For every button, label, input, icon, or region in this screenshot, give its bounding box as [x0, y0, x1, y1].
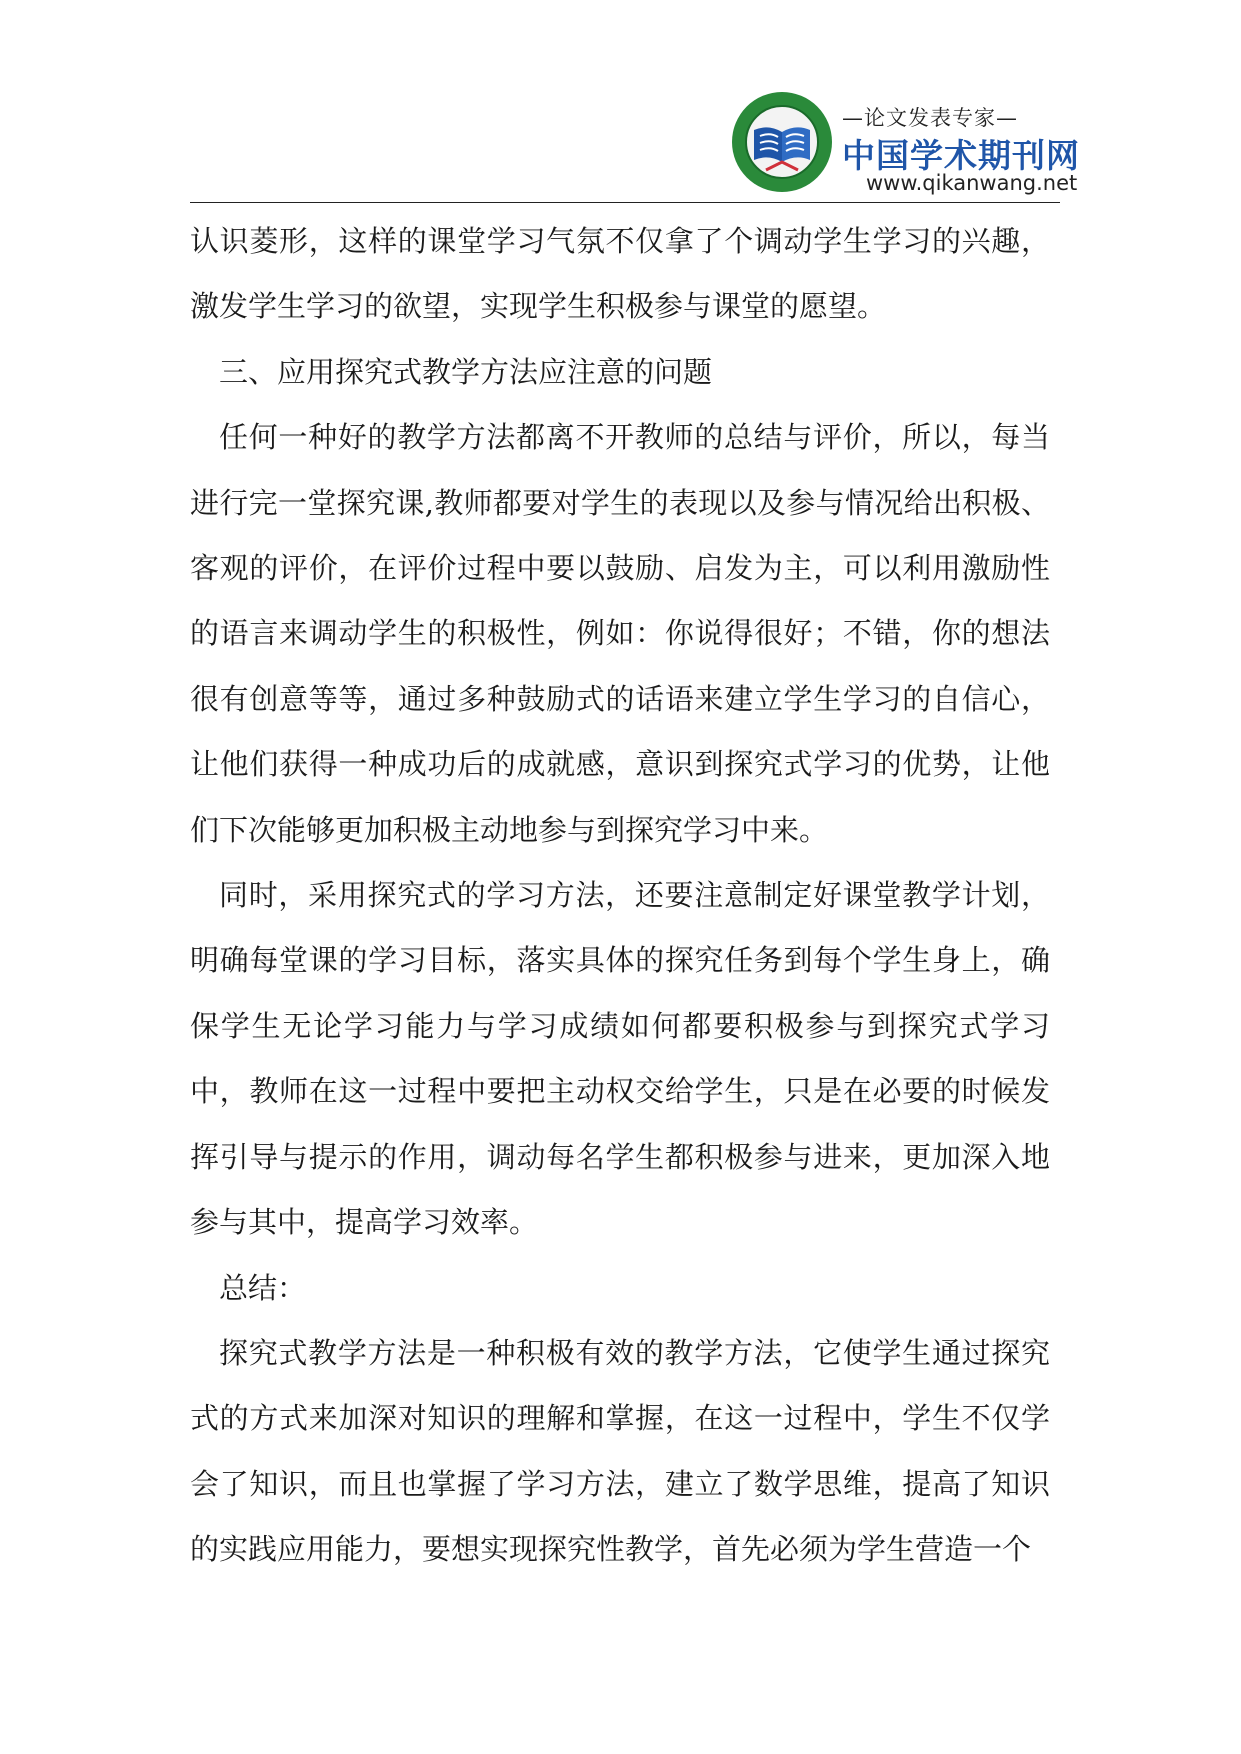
logo-slogan: —论文发表专家—	[842, 106, 1018, 130]
paragraph: 探究式教学方法是一种积极有效的教学方法，它使学生通过探究式的方式来加深对知识的理解和掌握，在这一过程中，学生不仅学会了知识，而且也掌握了学习方法，建立了数学思维，提高了知识的实践应用能力，要想实现探究性教学，首先必须为学生营造一个	[190, 1335, 1050, 1567]
header-divider	[190, 202, 1060, 203]
site-logo	[730, 86, 1080, 204]
paragraph: 认识菱形，这样的课堂学习气氛不仅拿了个调动学生学习的兴趣，激发学生学习的欲望，实现学生积极参与课堂的愿望。	[190, 224, 1050, 324]
logo-url: www.qikanwang.net	[866, 171, 1078, 195]
section-heading: 总结：	[219, 1270, 307, 1305]
logo-name: 中国学术期刊网	[842, 136, 1080, 175]
book-seal-icon	[730, 90, 834, 194]
document-body	[190, 209, 1050, 1583]
paragraph: 任何一种好的教学方法都离不开教师的总结与评价，所以，每当进行完一堂探究课,教师都要对学生的表现以及参与情况给出积极、客观的评价，在评价过程中要以鼓励、启发为主，可以利用激励性的语言来调动学生的积极性，例如：你说得很好；不错，你的想法很有创意等等，通过多种鼓励式的话语来建立学生学习的自信心，让他们获得一种成功后的成就感，意识到探究式学习的优势，让他们下次能够更加积极主动地参与到探究学习中来。	[190, 420, 1050, 847]
section-heading: 三、应用探究式教学方法应注意的问题	[219, 354, 713, 389]
page-header	[190, 86, 1080, 204]
paragraph: 同时，采用探究式的学习方法，还要注意制定好课堂教学计划，明确每堂课的学习目标，落实具体的探究任务到每个学生身上，确保学生无论学习能力与学习成绩如何都要积极参与到探究式学习中，教师在这一过程中要把主动权交给学生，只是在必要的时候发挥引导与提示的作用，调动每名学生都积极参与进来，更加深入地参与其中，提高学习效率。	[190, 878, 1050, 1240]
